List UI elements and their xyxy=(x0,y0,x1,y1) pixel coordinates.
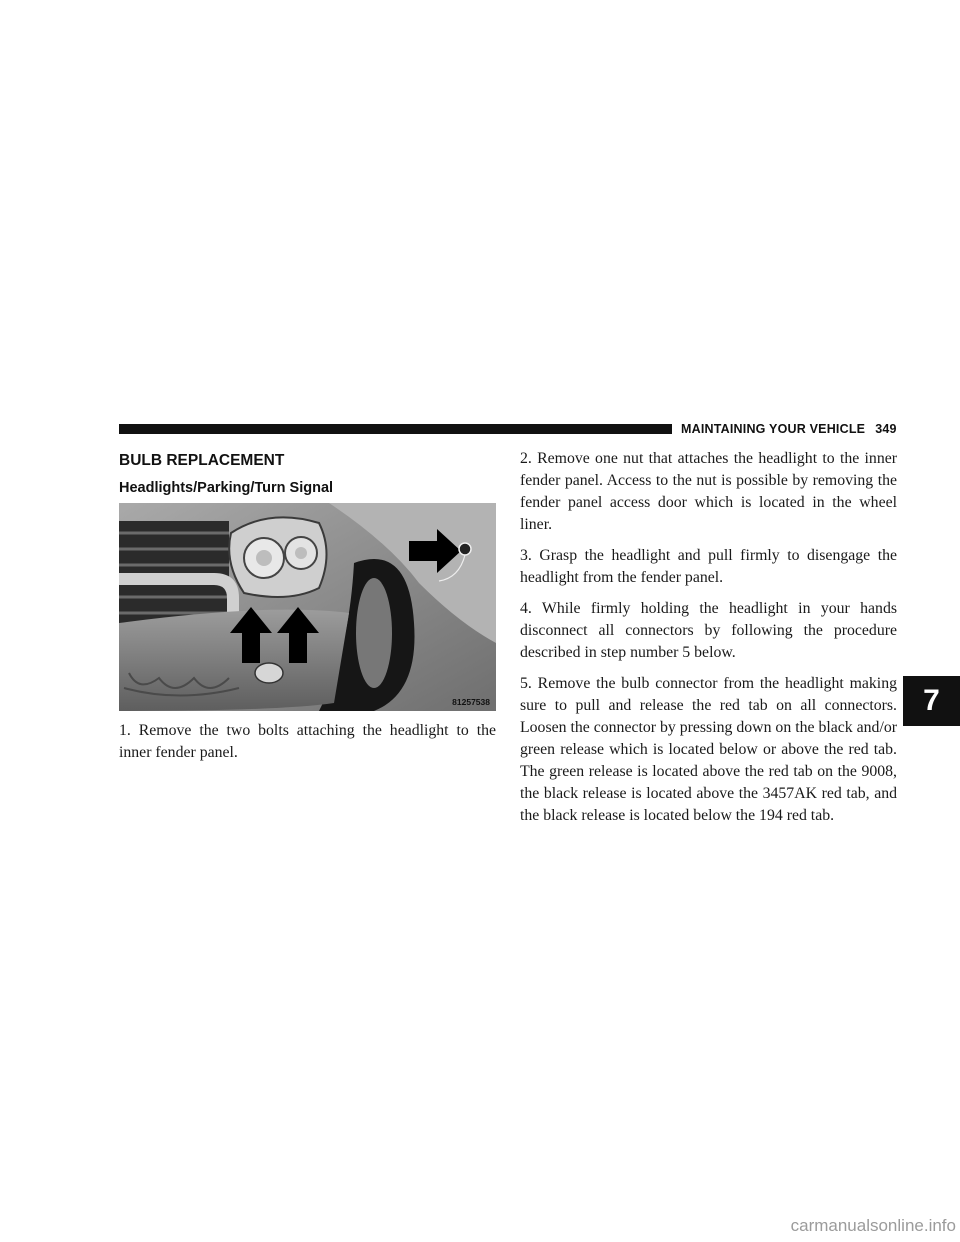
right-column xyxy=(520,448,897,836)
header-section-title: MAINTAINING YOUR VEHICLE xyxy=(681,422,866,436)
headlight-illustration xyxy=(119,503,496,711)
step-1: 1. Remove the two bolts attaching the headlight to the inner fender panel. xyxy=(119,722,496,761)
step-2: 2. Remove one nut that attaches the headlight to the inner fender panel. Access to the nut is possible by removing the fender panel access door which is located in the wheel liner. xyxy=(520,450,897,533)
step-5: 5. Remove the bulb connector from the headlight making sure to pull and release the red tab on all connectors. Loosen the connector by pressing down on the black and/or green release which is located below or above the red tab. The green release is located above the red tab on the 9008, the black release is located above the 3457AK red tab, and the black release is located below the 194 red tab. xyxy=(520,675,897,824)
subsection-title: Headlights/Parking/Turn Signal xyxy=(119,480,334,496)
step-4: 4. While firmly holding the headlight in your hands disconnect all connectors by following the procedure described in step number 5 below. xyxy=(520,600,897,661)
header-rule xyxy=(119,424,672,434)
left-column xyxy=(119,720,496,773)
section-title: BULB REPLACEMENT xyxy=(119,452,285,469)
step-3: 3. Grasp the headlight and pull firmly to disengage the headlight from the fender panel. xyxy=(520,547,897,586)
figure-code: 81257538 xyxy=(452,697,490,707)
page-number: 349 xyxy=(875,422,897,436)
headlight-figure xyxy=(119,503,496,711)
chapter-tab: 7 xyxy=(903,676,960,726)
watermark: carmanualsonline.info xyxy=(790,1216,956,1235)
running-header xyxy=(681,422,897,436)
